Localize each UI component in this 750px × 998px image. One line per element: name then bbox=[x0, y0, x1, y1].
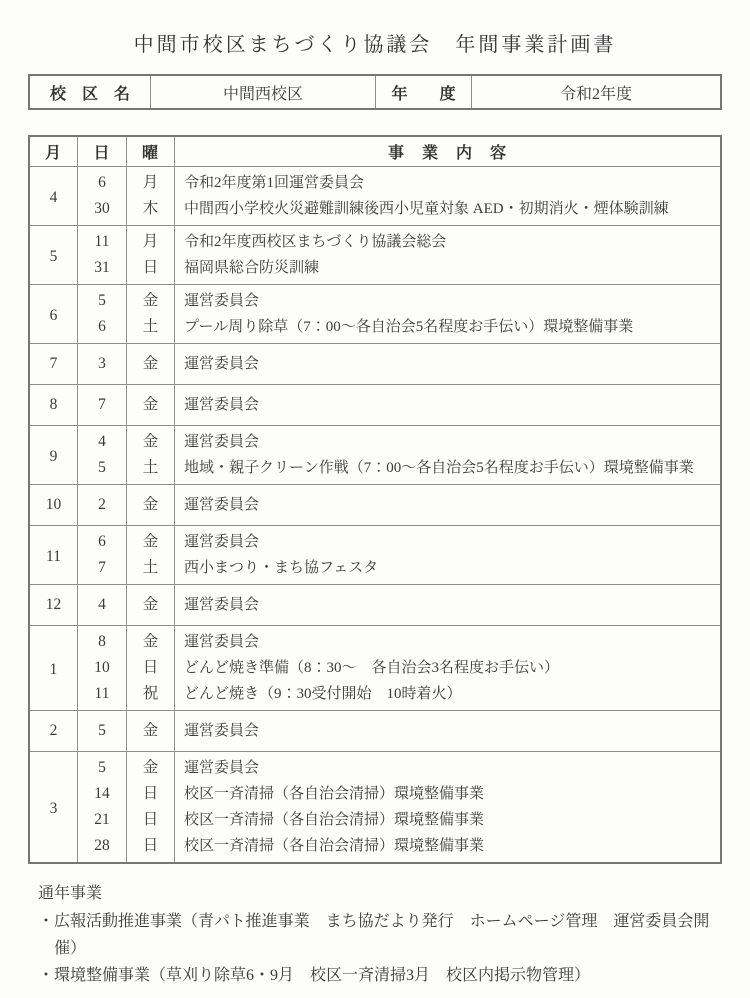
schedule-event-row bbox=[29, 585, 721, 626]
district-name-label: 校 区 名 bbox=[29, 75, 151, 109]
schedule-event-row bbox=[29, 711, 721, 752]
weekday-cell: 日 bbox=[127, 255, 175, 285]
event-content-cell: 運営委員会 bbox=[175, 344, 722, 385]
event-content-cell: 校区一斉清掃（各自治会清掃）環境整備事業 bbox=[175, 807, 722, 833]
event-content-cell: 地域・親子クリーン作戦（7：00～各自治会5名程度お手伝い）環境整備事業 bbox=[175, 455, 722, 485]
event-content-cell: 校区一斉清掃（各自治会清掃）環境整備事業 bbox=[175, 833, 722, 863]
weekday-cell: 月 bbox=[127, 226, 175, 256]
schedule-event-row bbox=[29, 385, 721, 426]
weekday-cell: 金 bbox=[127, 344, 175, 385]
weekday-cell: 日 bbox=[127, 781, 175, 807]
day-cell: 31 bbox=[78, 255, 127, 285]
day-cell: 30 bbox=[78, 196, 127, 226]
day-cell: 7 bbox=[78, 385, 127, 426]
event-content-cell: 運営委員会 bbox=[175, 485, 722, 526]
day-cell: 10 bbox=[78, 655, 127, 681]
weekday-cell: 日 bbox=[127, 833, 175, 863]
schedule-event-row bbox=[29, 781, 721, 807]
annual-project-item: ・環境整備事業（草刈り除草6・9月 校区一斉清掃3月 校区内掲示物管理） bbox=[38, 967, 591, 984]
annual-projects-list bbox=[38, 908, 714, 989]
event-content-cell: 運営委員会 bbox=[175, 526, 722, 556]
day-cell: 21 bbox=[78, 807, 127, 833]
column-header-month: 月 bbox=[29, 136, 78, 167]
event-content-cell: 運営委員会 bbox=[175, 626, 722, 656]
day-cell: 5 bbox=[78, 285, 127, 315]
event-content-cell: 令和2年度第1回運営委員会 bbox=[175, 167, 722, 197]
day-cell: 5 bbox=[78, 752, 127, 782]
event-content-cell: 西小まつり・まち協フェスタ bbox=[175, 555, 722, 585]
event-content-cell: 運営委員会 bbox=[175, 285, 722, 315]
event-content-cell: 運営委員会 bbox=[175, 385, 722, 426]
schedule-event-row bbox=[29, 555, 721, 585]
month-cell: 4 bbox=[29, 167, 78, 226]
schedule-table bbox=[28, 135, 722, 864]
schedule-event-row bbox=[29, 167, 721, 197]
month-cell: 5 bbox=[29, 226, 78, 285]
column-header-weekday: 曜 bbox=[127, 136, 175, 167]
schedule-event-row bbox=[29, 833, 721, 863]
month-cell: 11 bbox=[29, 526, 78, 585]
day-cell: 4 bbox=[78, 585, 127, 626]
weekday-cell: 土 bbox=[127, 555, 175, 585]
schedule-event-row bbox=[29, 807, 721, 833]
day-cell: 4 bbox=[78, 426, 127, 456]
day-cell: 11 bbox=[78, 681, 127, 711]
weekday-cell: 土 bbox=[127, 455, 175, 485]
day-cell: 7 bbox=[78, 555, 127, 585]
fiscal-year-value: 令和2年度 bbox=[472, 75, 722, 109]
weekday-cell: 日 bbox=[127, 655, 175, 681]
event-content-cell: 中間西小学校火災避難訓練後西小児童対象 AED・初期消火・煙体験訓練 bbox=[175, 196, 722, 226]
schedule-event-row bbox=[29, 455, 721, 485]
weekday-cell: 金 bbox=[127, 585, 175, 626]
month-cell: 12 bbox=[29, 585, 78, 626]
event-content-cell: 運営委員会 bbox=[175, 752, 722, 782]
event-content-cell: どんど焼き準備（8：30～ 各自治会3名程度お手伝い） bbox=[175, 655, 722, 681]
month-cell: 10 bbox=[29, 485, 78, 526]
schedule-event-row bbox=[29, 285, 721, 315]
schedule-event-row bbox=[29, 314, 721, 344]
day-cell: 5 bbox=[78, 711, 127, 752]
district-name-value: 中間西校区 bbox=[151, 75, 376, 109]
schedule-event-row bbox=[29, 196, 721, 226]
event-content-cell: 運営委員会 bbox=[175, 426, 722, 456]
month-cell: 1 bbox=[29, 626, 78, 711]
weekday-cell: 金 bbox=[127, 285, 175, 315]
month-cell: 7 bbox=[29, 344, 78, 385]
schedule-event-row bbox=[29, 226, 721, 256]
month-cell: 8 bbox=[29, 385, 78, 426]
schedule-header-row bbox=[29, 136, 721, 167]
schedule-event-row bbox=[29, 344, 721, 385]
month-cell: 2 bbox=[29, 711, 78, 752]
fiscal-year-label: 年 度 bbox=[376, 75, 472, 109]
event-content-cell: 校区一斉清掃（各自治会清掃）環境整備事業 bbox=[175, 781, 722, 807]
document-page bbox=[0, 28, 750, 998]
schedule-event-row bbox=[29, 626, 721, 656]
weekday-cell: 金 bbox=[127, 626, 175, 656]
weekday-cell: 木 bbox=[127, 196, 175, 226]
day-cell: 28 bbox=[78, 833, 127, 863]
day-cell: 6 bbox=[78, 167, 127, 197]
annual-projects-heading: 通年事業 bbox=[38, 885, 103, 902]
info-table bbox=[28, 74, 722, 110]
day-cell: 2 bbox=[78, 485, 127, 526]
schedule-event-row bbox=[29, 255, 721, 285]
weekday-cell: 金 bbox=[127, 526, 175, 556]
month-cell: 9 bbox=[29, 426, 78, 485]
page-title: 中間市校区まちづくり協議会 年間事業計画書 bbox=[133, 34, 617, 56]
weekday-cell: 金 bbox=[127, 385, 175, 426]
column-header-day: 日 bbox=[78, 136, 127, 167]
event-content-cell: 運営委員会 bbox=[175, 711, 722, 752]
event-content-cell: 福岡県総合防災訓練 bbox=[175, 255, 722, 285]
weekday-cell: 月 bbox=[127, 167, 175, 197]
weekday-cell: 金 bbox=[127, 485, 175, 526]
schedule-event-row bbox=[29, 485, 721, 526]
schedule-event-row bbox=[29, 655, 721, 681]
schedule-event-row bbox=[29, 681, 721, 711]
month-cell: 3 bbox=[29, 752, 78, 864]
column-header-content: 事 業 内 容 bbox=[175, 136, 722, 167]
event-content-cell: プール周り除草（7：00～各自治会5名程度お手伝い）環境整備事業 bbox=[175, 314, 722, 344]
weekday-cell: 土 bbox=[127, 314, 175, 344]
day-cell: 3 bbox=[78, 344, 127, 385]
day-cell: 14 bbox=[78, 781, 127, 807]
weekday-cell: 日 bbox=[127, 807, 175, 833]
schedule-event-row bbox=[29, 426, 721, 456]
weekday-cell: 金 bbox=[127, 711, 175, 752]
day-cell: 8 bbox=[78, 626, 127, 656]
event-content-cell: どんど焼き（9：30受付開始 10時着火） bbox=[175, 681, 722, 711]
annual-projects-section bbox=[38, 880, 714, 989]
weekday-cell: 祝 bbox=[127, 681, 175, 711]
schedule-body bbox=[29, 167, 721, 864]
day-cell: 5 bbox=[78, 455, 127, 485]
schedule-event-row bbox=[29, 752, 721, 782]
day-cell: 6 bbox=[78, 526, 127, 556]
weekday-cell: 金 bbox=[127, 752, 175, 782]
info-row bbox=[29, 75, 721, 109]
event-content-cell: 令和2年度西校区まちづくり協議会総会 bbox=[175, 226, 722, 256]
day-cell: 6 bbox=[78, 314, 127, 344]
month-cell: 6 bbox=[29, 285, 78, 344]
event-content-cell: 運営委員会 bbox=[175, 585, 722, 626]
day-cell: 11 bbox=[78, 226, 127, 256]
annual-project-item: ・広報活動推進事業（青パト推進事業 まち協だより発行 ホームページ管理 運営委員会開催） bbox=[38, 913, 710, 957]
schedule-event-row bbox=[29, 526, 721, 556]
weekday-cell: 金 bbox=[127, 426, 175, 456]
